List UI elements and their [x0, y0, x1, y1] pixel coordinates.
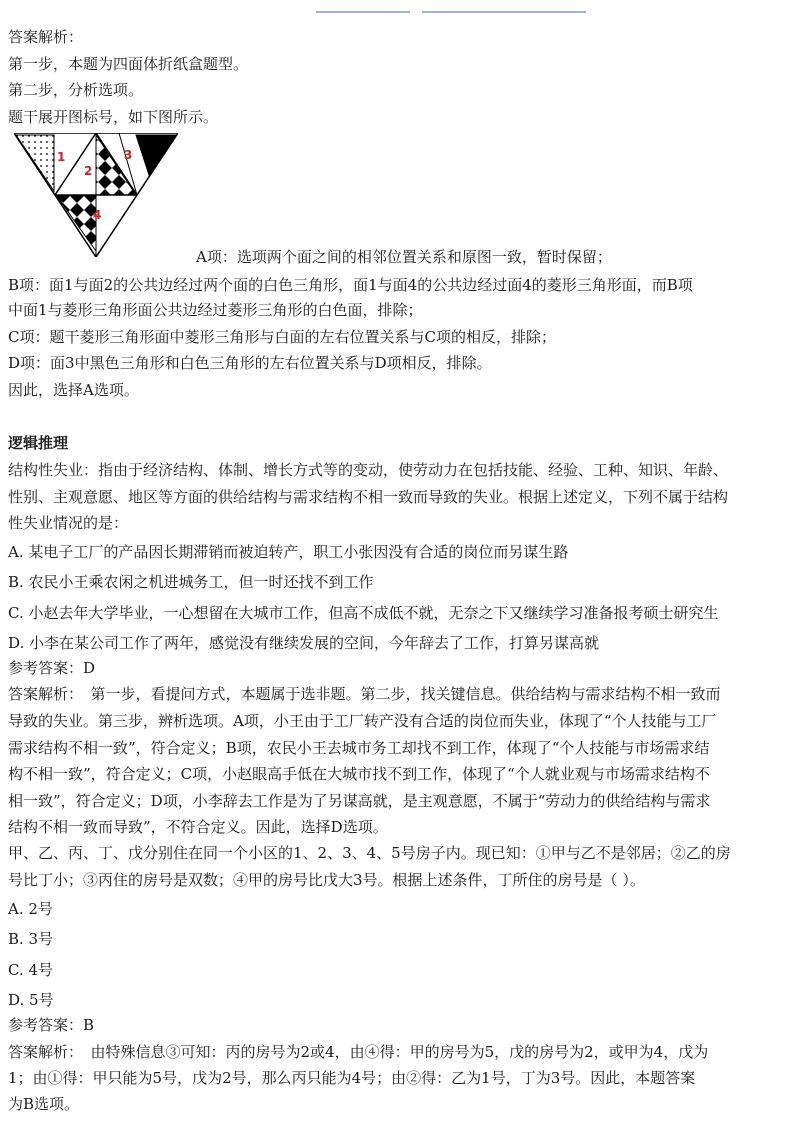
question-2-stem-line-1: 甲、乙、丙、丁、戊分别住在同一个小区的1、2、3、4、5号房子内。现已知：①甲与乙不是邻居；②乙的房 — [8, 844, 731, 862]
question-2-option-b: B. 3号 — [8, 930, 54, 948]
question-1-analysis-line-5: 相一致”，符合定义；D项，小李辞去工作是为了另谋高就，是主观意愿，不属于“劳动力的供给结构与需求 — [8, 792, 711, 810]
section-title: 逻辑推理 — [8, 434, 69, 452]
question-1-analysis-line-2: 导致的失业。第三步，辨析选项。A项，小王由于工厂转产没有合适的岗位而失业，体现了“个人技能与工厂 — [8, 712, 717, 730]
tetrahedron-net-figure — [14, 133, 178, 257]
question-1-analysis-line-3: 需求结构不相一致”，符合定义；B项，农民小王去城市务工却找不到工作，体现了“个人技能与市场需求结 — [8, 739, 710, 757]
question-1-analysis-line-4: 构不相一致”，符合定义；C项，小赵眼高手低在大城市找不到工作，体现了“个人就业观与市场需求结构不 — [8, 765, 710, 783]
question-1-stem-line-2: 性别、主观意愿、地区等方面的供给结构与需求结构不相一致而导致的失业。根据上述定义，下列不属于结构 — [8, 488, 729, 506]
option-b-analysis-line-1: B项：面1与面2的公共边经过两个面的白色三角形，面1与面4的公共边经过面4的菱形三角形面，而B项 — [8, 276, 693, 294]
figure-intro-text: 题干展开图标号，如下图所示。 — [8, 108, 219, 126]
question-1-option-c: C. 小赵去年大学毕业，一心想留在大城市工作，但高不成低不就，无奈之下又继续学习准备报考硕士研究生 — [8, 604, 719, 622]
question-2-analysis-line-3: 为B选项。 — [8, 1095, 80, 1113]
option-d-analysis: D项：面3中黑色三角形和白色三角形的左右位置关系与D项相反，排除。 — [8, 354, 492, 372]
question-2-analysis-line-1: 答案解析： 由特殊信息③可知：丙的房号为2或4，由④得：甲的房号为5，戊的房号为2，或甲为4，戊为 — [8, 1043, 709, 1061]
conclusion-text: 因此，选择A选项。 — [8, 381, 139, 399]
question-2-option-a: A. 2号 — [8, 900, 53, 918]
question-2-reference-answer: 参考答案：B — [8, 1016, 95, 1034]
header-rule-right — [422, 11, 586, 13]
question-1-option-a: A. 某电子工厂的产品因长期滞销而被迫转产，职工小张因没有合适的岗位而另谋生路 — [8, 543, 569, 561]
question-2-stem-line-2: 号比丁小；③丙住的房号是双数；④甲的房号比戊大3号。根据上述条件，丁所住的房号是（ ）。 — [8, 871, 645, 889]
step-2-text: 第二步，分析选项。 — [8, 81, 144, 99]
face-1-dotted-region — [16, 135, 54, 191]
face-label-2: 2 — [84, 164, 93, 178]
option-b-analysis-line-2: 中面1与菱形三角形面公共边经过菱形三角形的白色面，排除； — [8, 301, 423, 319]
option-c-analysis: C项：题干菱形三角形面中菱形三角形与白面的左右位置关系与C项的相反，排除； — [8, 328, 556, 346]
question-1-stem-line-1: 结构性失业：指由于经济结构、体制、增长方式等的变动，使劳动力在包括技能、经验、工种、知识、年龄、 — [8, 461, 729, 479]
face-label-4: 4 — [93, 208, 102, 222]
face-label-3: 3 — [124, 148, 133, 162]
face-4-checker-region — [56, 195, 96, 251]
option-a-analysis: A项：选项两个面之间的相邻位置关系和原图一致，暂时保留； — [196, 248, 612, 266]
header-rule-left — [316, 11, 410, 13]
question-1-option-d: D. 小李在某公司工作了两年，感觉没有继续发展的空间，今年辞去了工作，打算另谋高就 — [8, 634, 600, 652]
question-2-option-c: C. 4号 — [8, 961, 54, 979]
question-1-analysis-line-1: 答案解析： 第一步，看提问方式，本题属于选非题。第二步，找关键信息。供给结构与需求结构不相一致而 — [8, 685, 721, 703]
question-1-stem-line-3: 性失业情况的是： — [8, 514, 129, 532]
question-2-analysis-line-2: 1；由①得：甲只能为5号，戊为2号，那么丙只能为4号；由②得：乙为1号，丁为3号。因此，本题答案 — [8, 1069, 696, 1087]
step-1-text: 第一步，本题为四面体折纸盒题型。 — [8, 55, 249, 73]
question-2-option-d: D. 5号 — [8, 991, 54, 1009]
answer-header: 答案解析： — [8, 28, 84, 46]
question-1-option-b: B. 农民小王乘农闲之机进城务工，但一时还找不到工作 — [8, 573, 374, 591]
question-1-analysis-line-6: 结构不相一致而导致”，不符合定义。因此，选择D选项。 — [8, 818, 388, 836]
face-label-1: 1 — [57, 150, 66, 164]
question-1-reference-answer: 参考答案：D — [8, 659, 96, 677]
